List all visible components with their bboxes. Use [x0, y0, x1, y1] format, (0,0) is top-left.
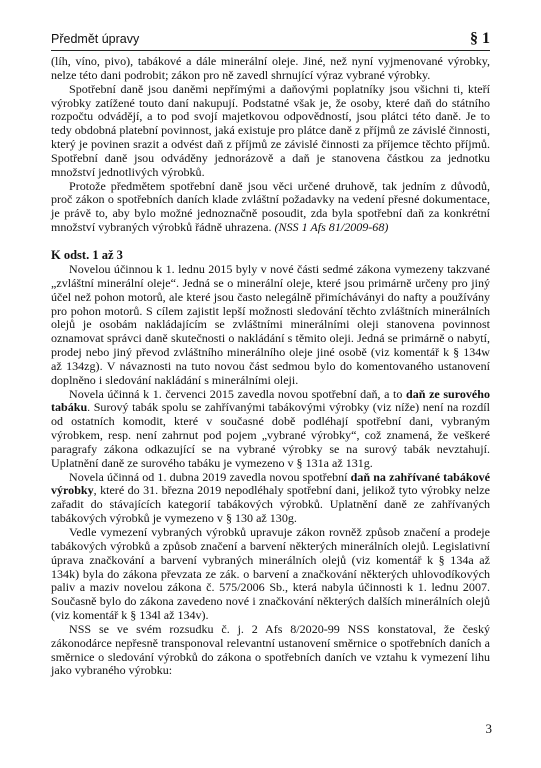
- text-run: Novela účinná od 1. dubna 2019 zavedla novou spotřební: [69, 469, 351, 484]
- page-number: 3: [485, 721, 492, 736]
- section-heading: K odst. 1 až 3: [51, 247, 123, 262]
- paragraph-documentation: [51, 180, 490, 235]
- text-run: , které do 31. března 2019 nepodléhaly spotřební dani, jelikož tyto výrobky nelze zařadit do stávajících kategorií tabákových výrobků. Uplatnění daně ze zahřívaných tabákových výrobků je vymezeno v § 130 až 130g.: [51, 483, 490, 526]
- paragraph-excise-nature: Spotřební daně jsou daněmi nepřímými a daňovými poplatníky jsou všichni ti, kteří výrobky zatížené touto daní nakupují. Podstatné však je, že osoby, které daň do státního rozpočtu odvádějí, a to pod svojí majetkovou odpovědností, jsou plátci této daně. Je to tedy obdobná platební povinnost, jaká existuje pro plátce daně z příjmů ze závislé činnosti, který je povinen srazit a odvést daň z příjmů ze závislé činnosti za příjemce těchto příjmů. Spotřební daně jsou odváděny jednorázově a daň je stanovena částkou za jednotku množství jednotlivých výrobků.: [51, 81, 490, 179]
- text-run: Novela účinná k 1. červenci 2015 zavedla novou spotřební daň, a to: [69, 386, 407, 401]
- paragraph-heated-tobacco: [51, 471, 490, 526]
- page-header: [51, 26, 490, 51]
- page-body: [51, 55, 490, 678]
- section-mark: § 1: [470, 30, 490, 47]
- paragraph-nss-ruling: NSS se ve svém rozsudku č. j. 2 Afs 8/2020-99 NSS konstatoval, že český zákonodárce nepřesně transponoval relevantní ustanovení směrnice o spotřebních daních a směrnice o sledování výrobků do zákona o spotřebních daních ve vztahu k vymezení lihu jako vybraného výrobku:: [51, 621, 490, 678]
- paragraph-raw-tobacco: [51, 388, 490, 471]
- text-run: . Surový tabák spolu se zahřívanými tabákovými výrobky (viz níže) není na rozdíl od ostatních komodit, které v současné době podléhají spotřební dani, vybraným výrobkem, resp. není zahrnut pod pojem „vybrané výrobky“, což znamená, že veškeré paragrafy zákona odkazující se na vybrané výrobky se na surový tabák nevztahují. Uplatnění daně ze surového tabáku je vymezeno v § 131a až 131g.: [51, 400, 490, 470]
- running-title: Předmět úpravy: [51, 32, 140, 46]
- paragraph-text: Protože předmětem spotřební daně jsou věci určené druhově, tak jedním z důvodů, proč zákon o spotřebních daních klade zvláštní požadavky na vedení přesné dokumentace, je právě to, aby bylo možné jednoznačně posoudit, zda byla spotřební daň za konkrétní množství vybraných výrobků řádně uhrazena.: [51, 178, 490, 235]
- bold-term: daň ze surového tabáku: [51, 386, 491, 415]
- bold-term: daň na zahřívané tabákové výrobky: [51, 469, 490, 498]
- paragraph-special-mineral-oils: Novelou účinnou k 1. lednu 2015 byly v nové části sedmé zákona vymezeny takzvané „zvláštní minerální oleje“. Jedná se o minerální oleje, které jsou primárně určeny pro jiný účel než pohon motorů, ale které jsou často nelegálně přimícháványi do nafty a používány pro pohon motorů. S cílem zajistit lepší možnosti sledování těchto zvláštních minerálních olejů je osobám nakládajícím se zvláštními minerálními oleji stanovena povinnost oznamovat správci daně skutečnosti o nakládání s těmito oleji. Jedná se primárně o nabytí, prodej nebo jiný převod zvláštního minerálního oleje jiné osobě (viz komentář k § 134w až 134zg). V návaznosti na tuto novou část sedmou bylo do komentovaného ustanovení doplněno i sledování nakládání s minerálními oleji.: [51, 261, 490, 387]
- case-citation: (NSS 1 Afs 81/2009-68): [274, 220, 389, 235]
- paragraph-marking: Vedle vymezení vybraných výrobků upravuje zákon rovněž způsob značení a prodeje tabákových výrobků a způsob značení a barvení některých minerálních olejů. Legislativní úprava značkování a barvení vybraných minerálních olejů (viz komentář k § 134a až 134k) byla do zákona převzata ze zák. o barvení a značkování některých uhlovodíkových paliv a maziv novelou zákona č. 575/2006 Sb., která nabyla účinnosti k 1. lednu 2007. Současně bylo do zákona zavedeno nové i značkování některých dalších minerálních olejů (viz komentář k § 134l až 134v).: [51, 525, 490, 623]
- paragraph-continuation: (líh, víno, pivo), tabákové a dále minerální oleje. Jiné, než nyní vyjmenované výrobky, nelze této dani podrobit; zákon pro ně zavedl shrnující výraz vybrané výrobky.: [51, 54, 490, 82]
